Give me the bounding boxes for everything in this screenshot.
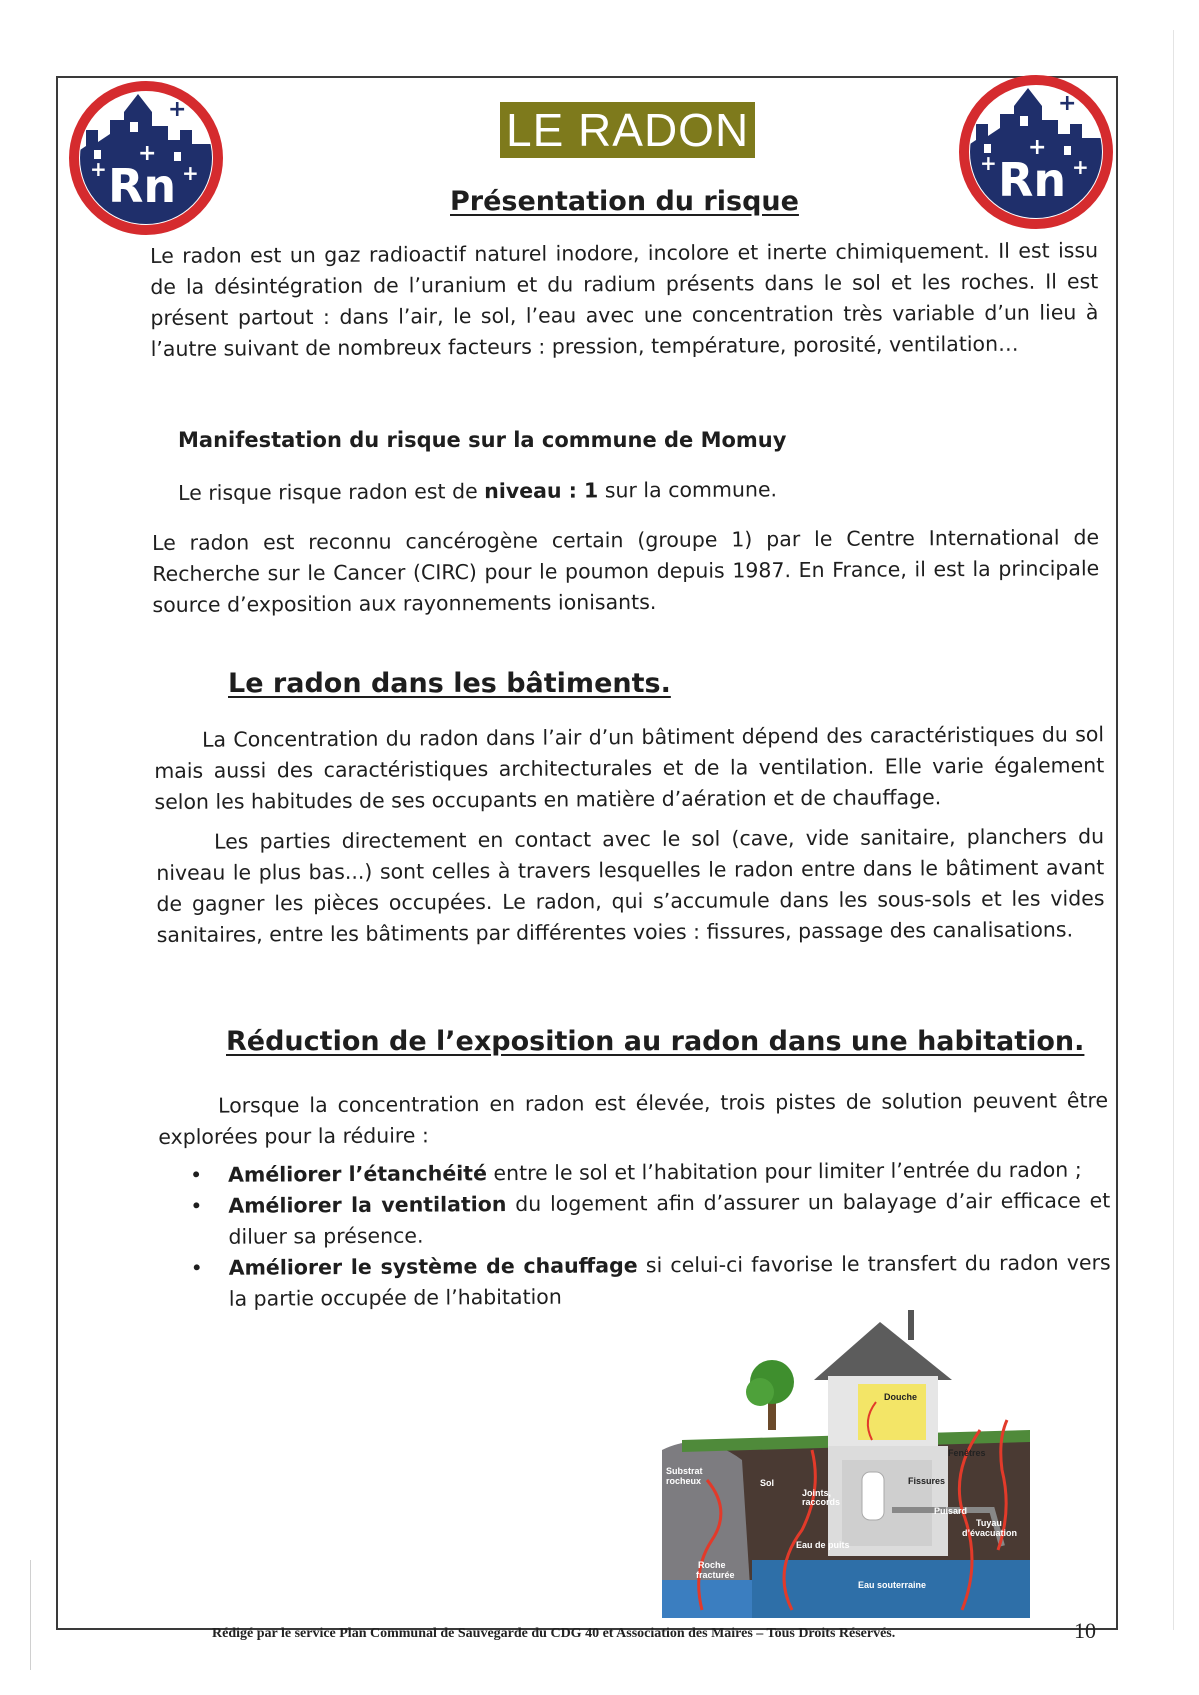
svg-text:d’évacuation: d’évacuation: [962, 1528, 1018, 1538]
batiments-paragraph-2: Les parties directement en contact avec le sol (cave, vide sanitaire, planchers du niveau le plus bas...) sont celles à travers lesquelles le radon entre dans le bâtiment avant de gagner les pièces occupées. Le radon, qui s’accumule dans les sous-sols et les vides sanitaires, entre les bâtiments par différentes voies : fissures, passage des canalisations.: [156, 824, 1105, 947]
page-title: LE RADON: [500, 102, 755, 158]
radon-logo-left: [68, 80, 224, 236]
list-item: • Améliorer l’étanchéité entre le sol et l’habitation pour limiter l’entrée du radon ;: [190, 1157, 1082, 1187]
svg-text:Tuyau: Tuyau: [976, 1518, 1002, 1528]
radon-logo-icon: [68, 80, 224, 236]
svg-text:Eau souterraine: Eau souterraine: [858, 1580, 927, 1590]
page-footer: Rédigé par le service Plan Communal de Sauvegarde du CDG 40 et Association des Maires – Tous Droits Réservés.: [212, 1626, 896, 1641]
svg-text:Puisard: Puisard: [934, 1506, 968, 1516]
risk-level-value: niveau : 1: [484, 478, 599, 504]
svg-text:Joints,: Joints,: [802, 1488, 832, 1498]
risk-level-suffix: sur la commune.: [598, 477, 778, 503]
svg-text:+: +: [1072, 155, 1089, 179]
page-number: 10: [1074, 1618, 1096, 1643]
svg-text:+: +: [980, 151, 997, 175]
svg-text:raccords: raccords: [802, 1497, 841, 1507]
svg-text:Rn: Rn: [108, 159, 177, 213]
svg-text:Rn: Rn: [998, 153, 1067, 207]
svg-text:+: +: [90, 157, 107, 181]
scan-edge-line: [30, 1560, 31, 1670]
reduction-bullet-list: [190, 1154, 1111, 1315]
svg-text:Fissures: Fissures: [908, 1476, 946, 1486]
section-heading-manifestation: Manifestation du risque sur la commune de Momuy: [178, 428, 787, 452]
svg-text:+: +: [168, 97, 187, 122]
manifestation-paragraph: Le radon est reconnu cancérogène certain (groupe 1) par le Centre International de Recherche sur le Cancer (CIRC) pour le poumon depuis 1987. En France, il est la principale source d’exposition aux rayonnements ionisants.: [152, 525, 1100, 617]
risk-level-prefix: Le risque risque radon est de: [178, 479, 485, 505]
svg-text:+: +: [1028, 135, 1047, 160]
batiments-paragraph-1: La Concentration du radon dans l’air d’un bâtiment dépend des caractéristiques du sol mais aussi des caractéristiques architecturales et de la ventilation. Elle varie également selon les habitudes de ses occupants en matière d’aération et de chauffage.: [154, 722, 1105, 814]
house-cross-section-illustration: [662, 1310, 1030, 1618]
svg-text:rocheux: rocheux: [666, 1476, 702, 1486]
radon-house-diagram: [662, 1310, 1030, 1618]
section-heading-batiments: Le radon dans les bâtiments.: [228, 668, 671, 699]
svg-text:Douche: Douche: [884, 1392, 918, 1402]
list-item: • Améliorer le système de chauffage si celui-ci favorise le transfert du radon vers la partie occupée de l’habitation: [190, 1250, 1111, 1311]
svg-text:+: +: [138, 141, 157, 166]
reduction-intro: Lorsque la concentration en radon est élevée, trois pistes de solution peuvent être explorées pour la réduire :: [158, 1088, 1109, 1149]
svg-text:Sol: Sol: [760, 1478, 775, 1488]
risk-level-statement: [178, 473, 1078, 509]
svg-text:Eau de puits: Eau de puits: [796, 1540, 850, 1550]
radon-logo-icon: [958, 74, 1114, 230]
radon-logo-right: [958, 74, 1114, 230]
section-heading-presentation: Présentation du risque: [450, 186, 799, 217]
svg-text:fracturée: fracturée: [696, 1570, 735, 1580]
svg-text:+: +: [182, 161, 199, 185]
section-heading-reduction: Réduction de l’exposition au radon dans une habitation.: [226, 1026, 1085, 1057]
scan-edge-line: [1173, 30, 1174, 1630]
svg-text:Substrat: Substrat: [666, 1466, 703, 1476]
presentation-paragraph: Le radon est un gaz radioactif naturel inodore, incolore et inerte chimiquement. Il est issu de la désintégration de l’uranium et du radium présents dans le sol et les roches. Il est présent partout : dans l’air, le sol, l’eau avec une concentration très variable d’un lieu à l’autre suivant de nombreux facteurs : pression, température, porosité, ventilation…: [150, 238, 1099, 361]
svg-text:Fenêtres: Fenêtres: [948, 1448, 986, 1458]
svg-text:Roche: Roche: [698, 1560, 726, 1570]
svg-text:+: +: [1058, 91, 1077, 116]
list-item: • Améliorer la ventilation du logement afin d’assurer un balayage d’air efficace et diluer sa présence.: [190, 1188, 1111, 1249]
